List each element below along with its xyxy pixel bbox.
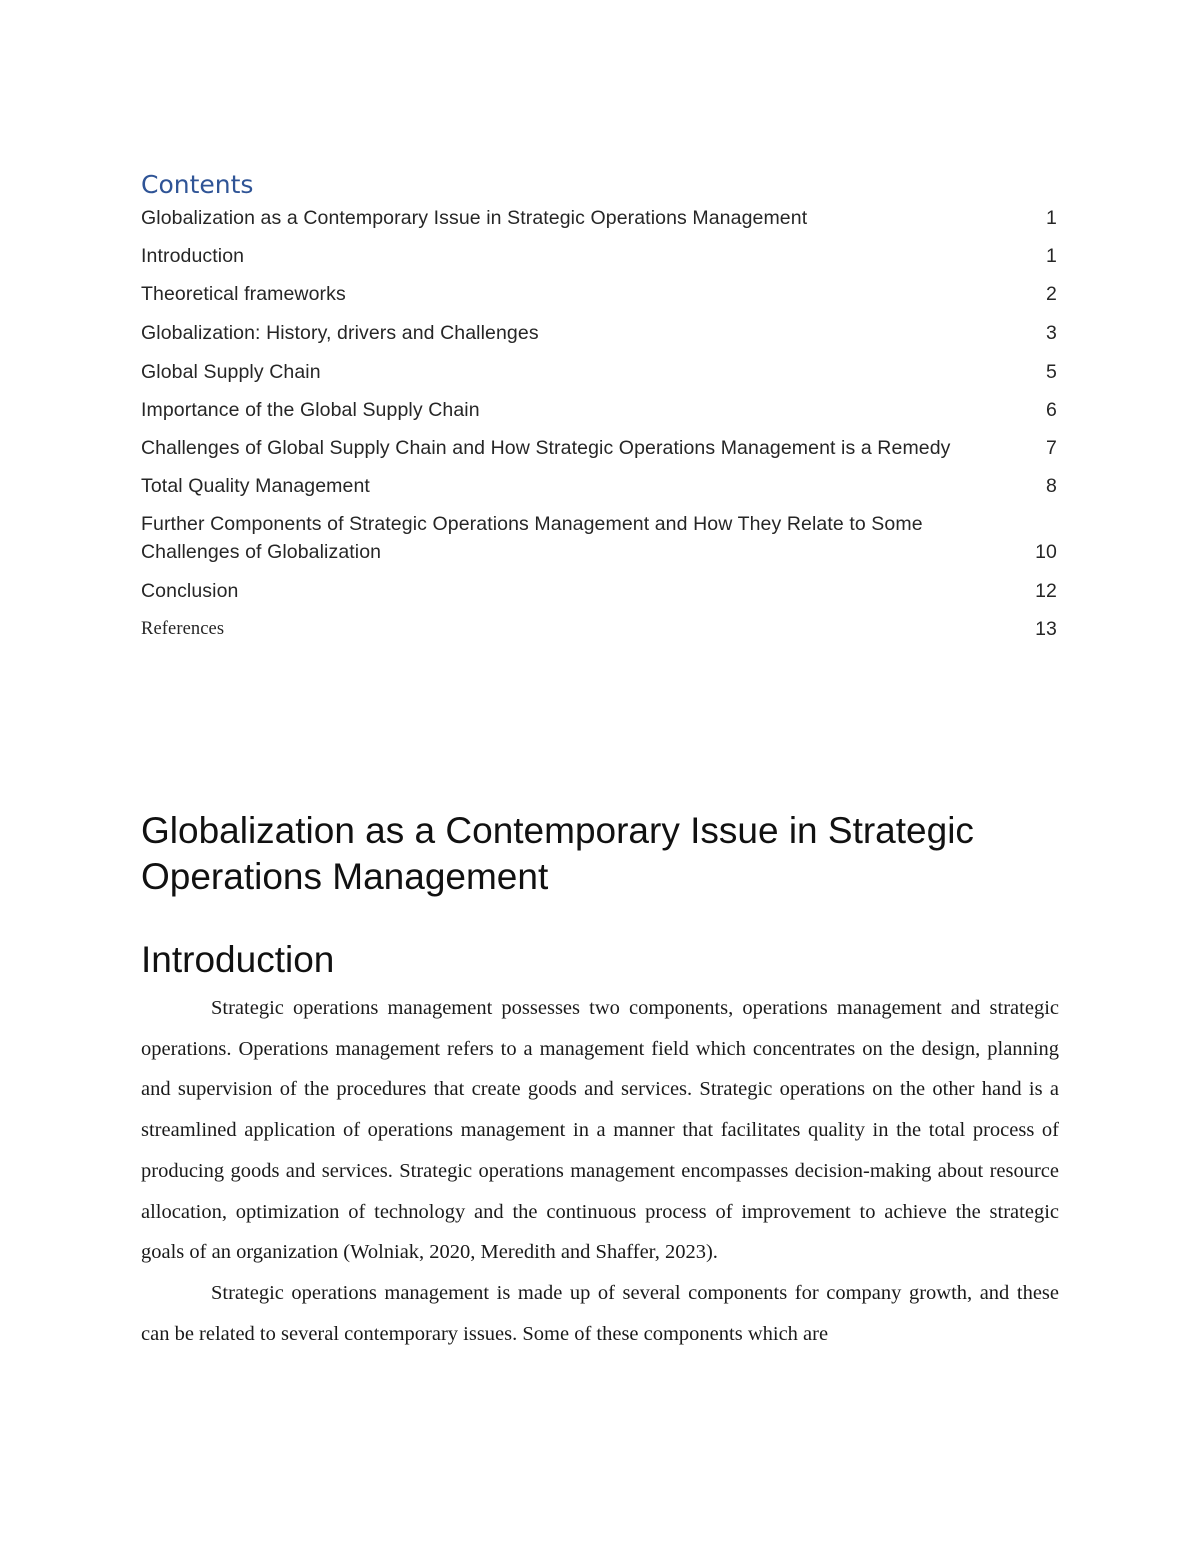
section-heading: Introduction xyxy=(141,939,335,980)
toc-heading: Contents xyxy=(141,170,254,199)
toc-entry[interactable] xyxy=(141,434,1059,462)
toc-entry[interactable] xyxy=(141,319,1059,347)
toc-entry-title: Globalization as a Contemporary Issue in Strategic Operations Management xyxy=(141,207,808,229)
toc-entry-title: Challenges of Global Supply Chain and How Strategic Operations Management is a Remedy xyxy=(141,437,951,459)
toc-entry[interactable] xyxy=(141,204,1059,232)
body-text xyxy=(141,988,1059,1354)
toc-entry-page: 1 xyxy=(1046,207,1057,229)
toc-entry[interactable] xyxy=(141,280,1059,308)
toc-entry-title: Introduction xyxy=(141,245,245,267)
toc-entry-page: 3 xyxy=(1046,322,1057,344)
toc-entry[interactable] xyxy=(141,242,1059,270)
toc-entry-page: 13 xyxy=(1035,618,1057,640)
toc-entry-page: 1 xyxy=(1046,245,1057,267)
toc-entry-title: Total Quality Management xyxy=(141,475,370,497)
toc-entry-title: Theoretical frameworks xyxy=(141,283,346,305)
toc-entry-title: References xyxy=(141,619,225,639)
paragraph: Strategic operations management possesses two components, operations management and strategic operations. Operations management refers to a management field which concentrates on the design, planning and supervision of the procedures that create goods and services. Strategic operations on the other hand is a streamlined application of operations management in a manner that facilitates quality in the total process of producing goods and services. Strategic operations management encompasses decision-making about resource allocation, optimization of technology and the continuous process of improvement to achieve the strategic goals of an organization (Wolniak, 2020, Meredith and Shaffer, 2023). xyxy=(141,997,1059,1264)
toc-entry-page: 10 xyxy=(1035,541,1057,563)
toc-entry-page: 5 xyxy=(1046,361,1057,383)
toc-entry[interactable] xyxy=(141,396,1059,424)
paragraph: Strategic operations management is made up of several components for company growth, and these can be related to several contemporary issues. Some of these components which are xyxy=(141,1281,1059,1345)
toc-entry[interactable] xyxy=(141,472,1059,500)
toc-entry[interactable] xyxy=(141,615,1059,643)
toc-entry-title: Importance of the Global Supply Chain xyxy=(141,399,480,421)
toc-entry-page: 2 xyxy=(1046,283,1057,305)
toc-entry-page: 6 xyxy=(1046,399,1057,421)
toc-entry[interactable] xyxy=(141,358,1059,386)
toc-entry-page: 12 xyxy=(1035,580,1057,602)
document-title: Globalization as a Contemporary Issue in Strategic Operations Management xyxy=(141,810,974,897)
toc-entry-title: Globalization: History, drivers and Challenges xyxy=(141,322,539,344)
toc-entry-page: 8 xyxy=(1046,475,1057,497)
toc-entry-title: Further Components of Strategic Operations Management and How They Relate to Some Challenges of Globalization xyxy=(141,513,923,563)
toc-entry[interactable] xyxy=(141,577,1059,605)
toc-entry-page: 7 xyxy=(1046,437,1057,459)
toc-entry-title: Global Supply Chain xyxy=(141,361,321,383)
toc-entry[interactable] xyxy=(141,510,1059,566)
toc-entry-title: Conclusion xyxy=(141,580,239,602)
